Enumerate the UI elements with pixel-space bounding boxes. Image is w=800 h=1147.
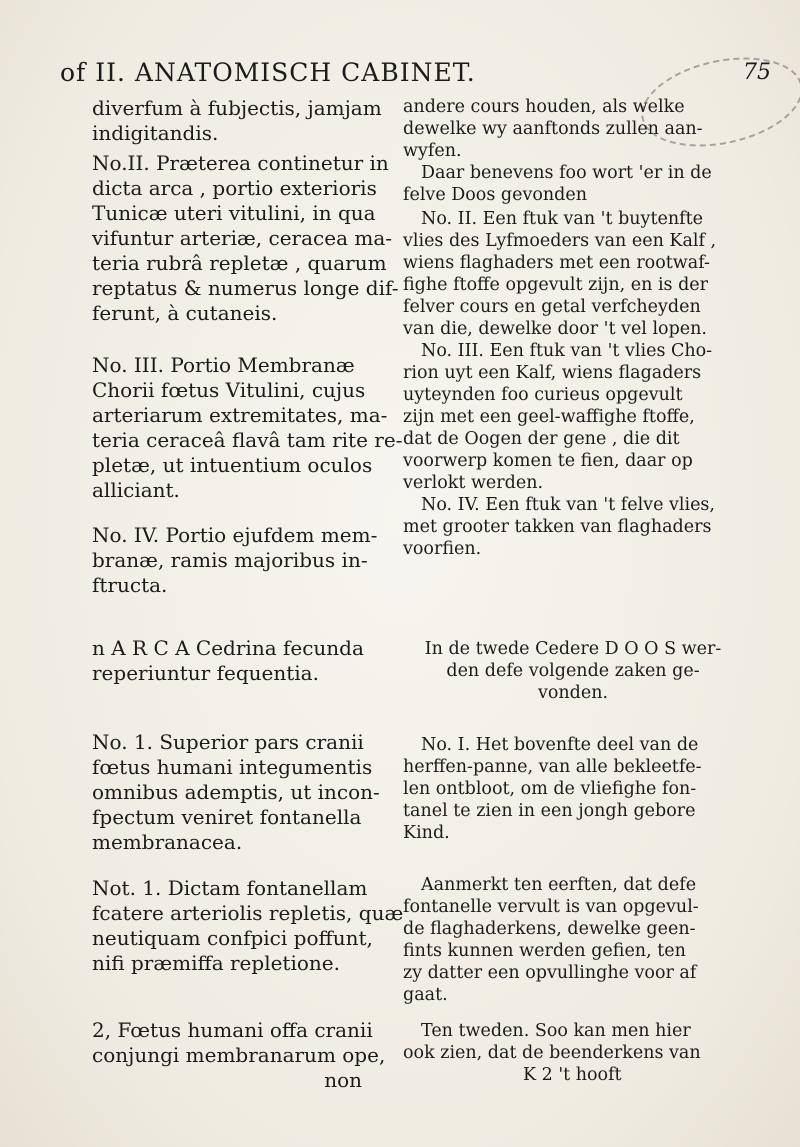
text-line: branæ, ramis majoribus in- <box>92 548 368 572</box>
text-line: len ontbloot, om de vliefighe fon- <box>403 779 697 799</box>
text-line: No. III. Portio Membranæ <box>92 353 355 377</box>
text-line: conjungi membranarum ope, <box>92 1043 386 1067</box>
paragraph-l5 <box>92 636 362 686</box>
text-line: van die, dewelke door 't vel lopen. <box>403 319 707 339</box>
text-line: indigitandis. <box>92 121 219 145</box>
text-line: andere cours houden, als welke <box>403 97 685 117</box>
text-line: Kind. <box>403 823 450 843</box>
text-line: verlokt werden. <box>403 473 544 493</box>
text-line: n A R C A Cedrina fecunda <box>92 636 364 660</box>
paragraph-l3 <box>92 353 403 503</box>
text-line: arteriarum extremitates, ma- <box>92 403 388 427</box>
text-line: met grooter takken van flaghaders <box>403 517 712 537</box>
text-line: dewelke wy aanftonds zullen aan- <box>403 119 703 139</box>
text-line: omnibus ademptis, ut incon- <box>92 780 380 804</box>
text-line: pletæ, ut intuentium oculos <box>92 453 373 477</box>
text-line: ook zien, dat de beenderkens van <box>403 1043 701 1063</box>
text-line: dat de Oogen der gene , die dit <box>403 429 680 449</box>
text-line: voorwerp komen te fien, daar op <box>403 451 693 471</box>
paragraph-r5 <box>403 494 743 560</box>
text-line: Daar benevens foo wort 'er in de <box>421 163 712 183</box>
text-line: voorfien. <box>403 539 482 559</box>
running-header <box>60 58 760 87</box>
paragraph-l7 <box>92 876 404 976</box>
text-line: alliciant. <box>92 478 180 502</box>
text-line: rion uyt een Kalf, wiens flagaders <box>403 363 702 383</box>
text-line: No.II. Præterea continetur in <box>92 151 389 175</box>
catchword: non <box>324 1068 362 1092</box>
text-line: zijn met een geel-waffighe ftoffe, <box>403 407 695 427</box>
text-line: den defe volgende zaken ge- <box>446 661 700 681</box>
text-line: fighe ftoffe opgevult zijn, en is der <box>403 275 709 295</box>
text-line: No. II. Een ftuk van 't buytenfte <box>421 209 703 229</box>
text-line: de flaghaderkens, dewelke geen- <box>403 919 696 939</box>
paragraph-l6 <box>92 730 380 855</box>
text-line: Tunicæ uteri vitulini, in qua <box>92 201 376 225</box>
text-line: Ten tweden. Soo kan men hier <box>421 1021 691 1041</box>
paragraph-r8 <box>403 874 743 1006</box>
paragraph-l2 <box>92 151 399 326</box>
text-line: membranacea. <box>92 830 243 854</box>
header-prefix: of II. <box>60 58 126 87</box>
text-line: reptatus & numerus longe dif- <box>92 276 399 300</box>
text-line: No. 1. Superior pars cranii <box>92 730 364 754</box>
text-line: dicta arca , portio exterioris <box>92 176 377 200</box>
text-line: 2, Fœtus humani offa cranii <box>92 1018 373 1042</box>
text-line: No. III. Een ftuk van 't vlies Cho- <box>421 341 713 361</box>
text-line: fœtus humani integumentis <box>92 755 373 779</box>
text-line: uyteynden foo curieus opgevult <box>403 385 683 405</box>
text-line: neutiquam confpici poffunt, <box>92 926 373 950</box>
page-number: 75 <box>743 60 771 85</box>
text-line: ferunt, à cutaneis. <box>92 301 278 325</box>
paragraph-l8 <box>92 1018 386 1093</box>
text-line: wyfen. <box>403 141 462 161</box>
text-line: In de twede Cedere D O O S wer- <box>424 639 722 659</box>
text-line: vlies des Lyfmoeders van een Kalf , <box>403 231 717 251</box>
text-line: fpectum veniret fontanella <box>92 805 362 829</box>
paragraph-r9 <box>403 1020 743 1086</box>
text-line: fcatere arteriolis repletis, quæ <box>92 901 404 925</box>
text-line: Not. 1. Dictam fontanellam <box>92 876 368 900</box>
text-line: herffen-panne, van alle bekleetfe- <box>403 757 702 777</box>
text-line: reperiuntur fequentia. <box>92 661 319 685</box>
paragraph-r7 <box>403 734 743 844</box>
text-line: Chorii fœtus Vitulini, cujus <box>92 378 366 402</box>
paragraph-l4 <box>92 523 378 598</box>
text-line: tanel te zien in een jongh gebore <box>403 801 696 821</box>
signature-and-catchword: K 2 't hooft <box>523 1065 622 1085</box>
paragraph-l1 <box>92 96 382 146</box>
text-line: fints kunnen werden gefien, ten <box>403 941 686 961</box>
text-line: diverfum à fubjectis, jamjam <box>92 96 382 120</box>
text-line: zy datter een opvullinghe voor af <box>403 963 697 983</box>
text-line: No. IV. Een ftuk van 't felve vlies, <box>421 495 715 515</box>
paragraph-r4 <box>403 340 743 494</box>
text-line: Aanmerkt ten eerften, dat defe <box>421 875 697 895</box>
text-line: No. IV. Portio ejufdem mem- <box>92 523 378 547</box>
text-line: No. I. Het bovenfte deel van de <box>421 735 699 755</box>
text-line: teria rubrâ repletæ , quarum <box>92 251 387 275</box>
paragraph-r3 <box>403 208 743 340</box>
text-line: vifuntur arteriæ, ceracea ma- <box>92 226 393 250</box>
text-line: fontanelle vervult is van opgevul- <box>403 897 699 917</box>
text-line: vonden. <box>537 683 609 703</box>
paragraph-r6 <box>403 638 743 704</box>
text-line: felve Doos gevonden <box>403 185 587 205</box>
text-line: nifi præmiffa repletione. <box>92 951 340 975</box>
text-line: gaat. <box>403 985 448 1005</box>
paragraph-r1 <box>403 96 743 162</box>
text-line: wiens flaghaders met een rootwaf- <box>403 253 710 273</box>
text-line: felver cours en getal verfcheyden <box>403 297 701 317</box>
header-title: ANATOMISCH CABINET. <box>134 58 476 87</box>
text-line: teria ceraceâ flavâ tam rite re- <box>92 428 403 452</box>
text-line: ftructa. <box>92 573 168 597</box>
paragraph-r2 <box>403 162 743 206</box>
